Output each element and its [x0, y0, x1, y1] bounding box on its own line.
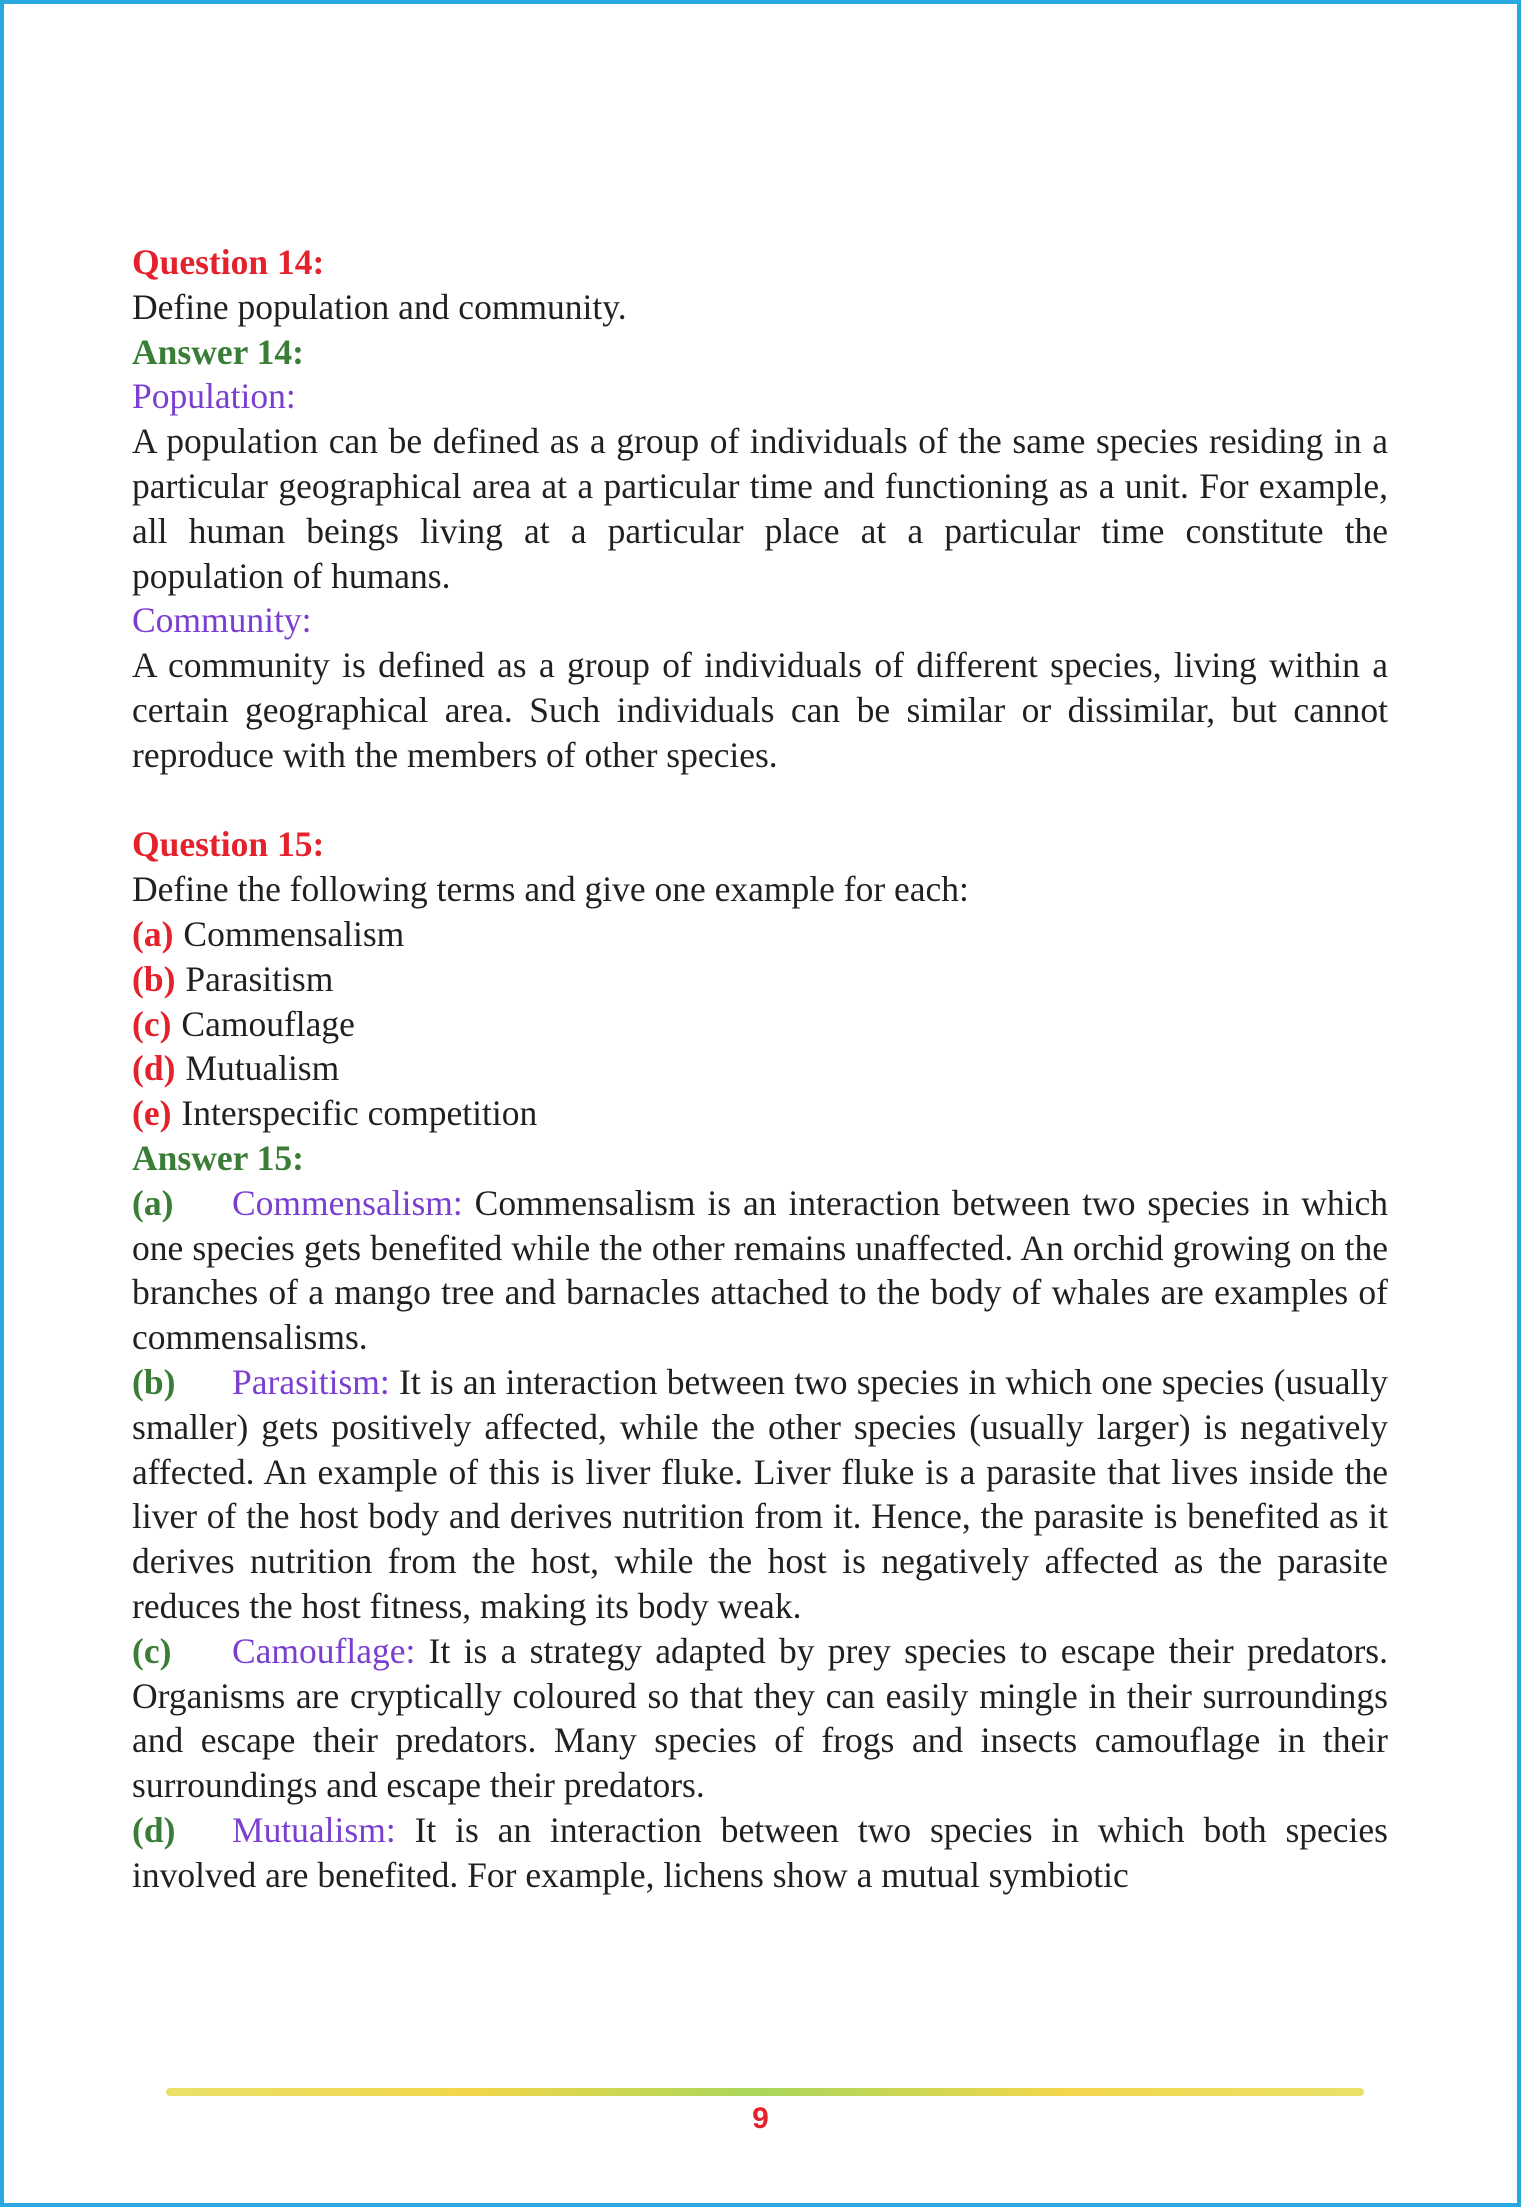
answer-text: It is an interaction between two species in which both species involved are benefited. For example, lichens show a mutual symbiotic	[132, 1809, 1388, 1895]
page-number: 9	[752, 2102, 769, 2135]
answer-15-c	[132, 1629, 1388, 1808]
answer-text: It is a strategy adapted by prey species to escape their predators. Organisms are cryptically coloured so that they can easily mingle in their surroundings and escape their predators. Many species of frogs and insects camouflage in their surroundings and escape their predators.	[132, 1630, 1388, 1806]
answer-15-b	[132, 1360, 1388, 1629]
option-text: Camouflage	[181, 1003, 355, 1044]
answer-term: Mutualism:	[232, 1809, 396, 1850]
option-e	[132, 1091, 1388, 1136]
population-heading: Population:	[132, 376, 296, 417]
answer-letter: (c)	[132, 1630, 172, 1671]
option-text: Interspecific competition	[181, 1093, 538, 1134]
footer-divider	[166, 2088, 1364, 2096]
option-d	[132, 1046, 1388, 1091]
option-c	[132, 1002, 1388, 1047]
question-15-text: Define the following terms and give one example for each:	[132, 869, 969, 910]
answer-15-d	[132, 1808, 1388, 1898]
option-letter: (c)	[132, 1003, 172, 1044]
answer-letter: (b)	[132, 1361, 176, 1402]
page-content	[132, 240, 1388, 1897]
answer-letter: (d)	[132, 1809, 176, 1850]
answer-text: It is an interaction between two species in which one species (usually smaller) gets positively affected, while the other species (usually larger) is negatively affected. An example of this is liver fluke. Liver fluke is a parasite that lives inside the liver of the host body and derives nutrition from it. Hence, the parasite is benefited as it derives nutrition from the host, while the host is negatively affected as the parasite reduces the host fitness, making its body weak.	[132, 1361, 1388, 1626]
question-14-heading: Question 14:	[132, 242, 325, 282]
option-letter: (a)	[132, 913, 174, 954]
option-text: Commensalism	[183, 913, 405, 954]
answer-15-heading: Answer 15:	[132, 1137, 304, 1178]
option-letter: (d)	[132, 1048, 176, 1089]
question-14-text: Define population and community.	[132, 286, 627, 327]
answer-text: Commensalism is an interaction between two species in which one species gets benefited while the other remains unaffected. An orchid growing on the branches of a mango tree and barnacles attached to the body of whales are examples of commensalisms.	[132, 1182, 1388, 1358]
option-letter: (e)	[132, 1093, 172, 1134]
community-heading: Community:	[132, 600, 312, 641]
section-gap	[132, 778, 1388, 823]
option-a	[132, 912, 1388, 957]
answer-term: Parasitism:	[232, 1361, 390, 1402]
option-text: Mutualism	[185, 1048, 340, 1089]
option-b	[132, 957, 1388, 1002]
option-text: Parasitism	[185, 958, 334, 999]
option-letter: (b)	[132, 958, 176, 999]
community-text: A community is defined as a group of individuals of different species, living within a certain geographical area. Such individuals can be similar or dissimilar, but cannot reproduce with the members of other species.	[132, 645, 1388, 775]
answer-15-a	[132, 1181, 1388, 1360]
answer-term: Commensalism:	[232, 1182, 463, 1223]
answer-term: Camouflage:	[232, 1630, 416, 1671]
answer-14-heading: Answer 14:	[132, 331, 304, 372]
question-15-heading: Question 15:	[132, 824, 325, 865]
answer-letter: (a)	[132, 1182, 174, 1223]
population-text: A population can be defined as a group of individuals of the same species residing in a particular geographical area at a particular time and functioning as a unit. For example, all human beings living at a particular place at a particular time constitute the population of humans.	[132, 421, 1388, 596]
